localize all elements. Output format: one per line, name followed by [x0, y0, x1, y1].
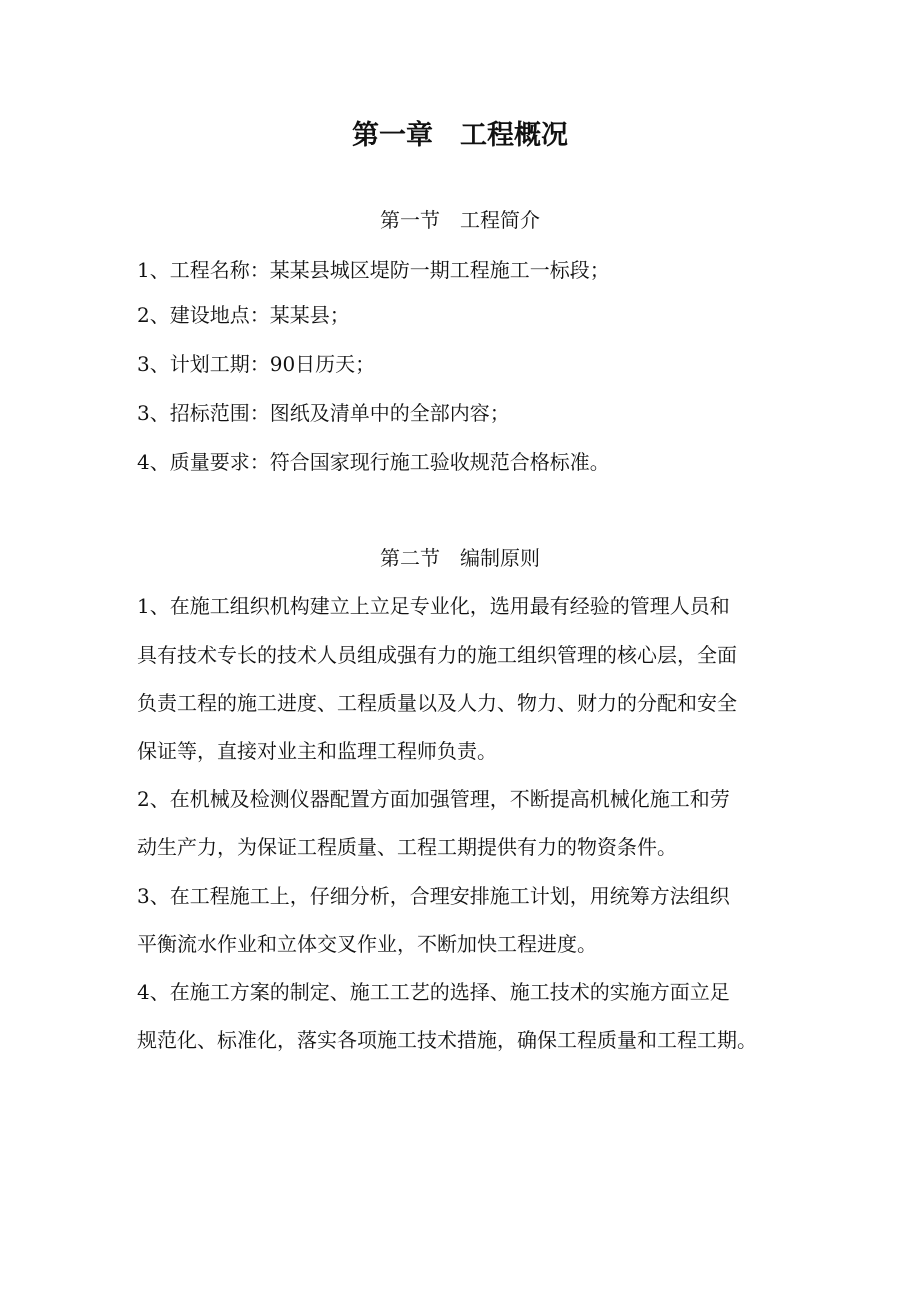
paragraph-line: 负责工程的施工进度、工程质量以及人力、物力、财力的分配和安全 — [137, 691, 737, 715]
paragraph-line: 规范化、标准化，落实各项施工技术措施，确保工程质量和工程工期。 — [137, 1028, 757, 1052]
paragraph-line: 保证等，直接对业主和监理工程师负责。 — [137, 739, 497, 763]
list-item: 2、建设地点：某某县； — [137, 303, 350, 327]
paragraph-line: 1、在施工组织机构建立上立足专业化，选用最有经验的管理人员和 — [137, 594, 730, 618]
paragraph-line: 2、在机械及检测仪器配置方面加强管理，不断提高机械化施工和劳 — [137, 787, 730, 811]
paragraph-line: 4、在施工方案的制定、施工工艺的选择、施工技术的实施方面立足 — [137, 980, 730, 1004]
list-item: 1、工程名称：某某县城区堤防一期工程施工一标段； — [137, 258, 610, 282]
list-item: 4、质量要求：符合国家现行施工验收规范合格标准。 — [137, 450, 610, 474]
section-title-principles: 第二节 编制原则 — [380, 546, 540, 570]
section-title-project-intro: 第一节 工程简介 — [380, 208, 540, 232]
paragraph-line: 平衡流水作业和立体交叉作业，不断加快工程进度。 — [137, 932, 597, 956]
list-item: 3、计划工期：90日历天； — [137, 352, 376, 376]
paragraph-line: 具有技术专长的技术人员组成强有力的施工组织管理的核心层，全面 — [137, 643, 737, 667]
chapter-title: 第一章 工程概况 — [352, 120, 568, 151]
paragraph-line: 动生产力，为保证工程质量、工程工期提供有力的物资条件。 — [137, 835, 677, 859]
list-item: 3、招标范围：图纸及清单中的全部内容； — [137, 401, 510, 425]
paragraph-line: 3、在工程施工上，仔细分析，合理安排施工计划，用统筹方法组织 — [137, 884, 730, 908]
